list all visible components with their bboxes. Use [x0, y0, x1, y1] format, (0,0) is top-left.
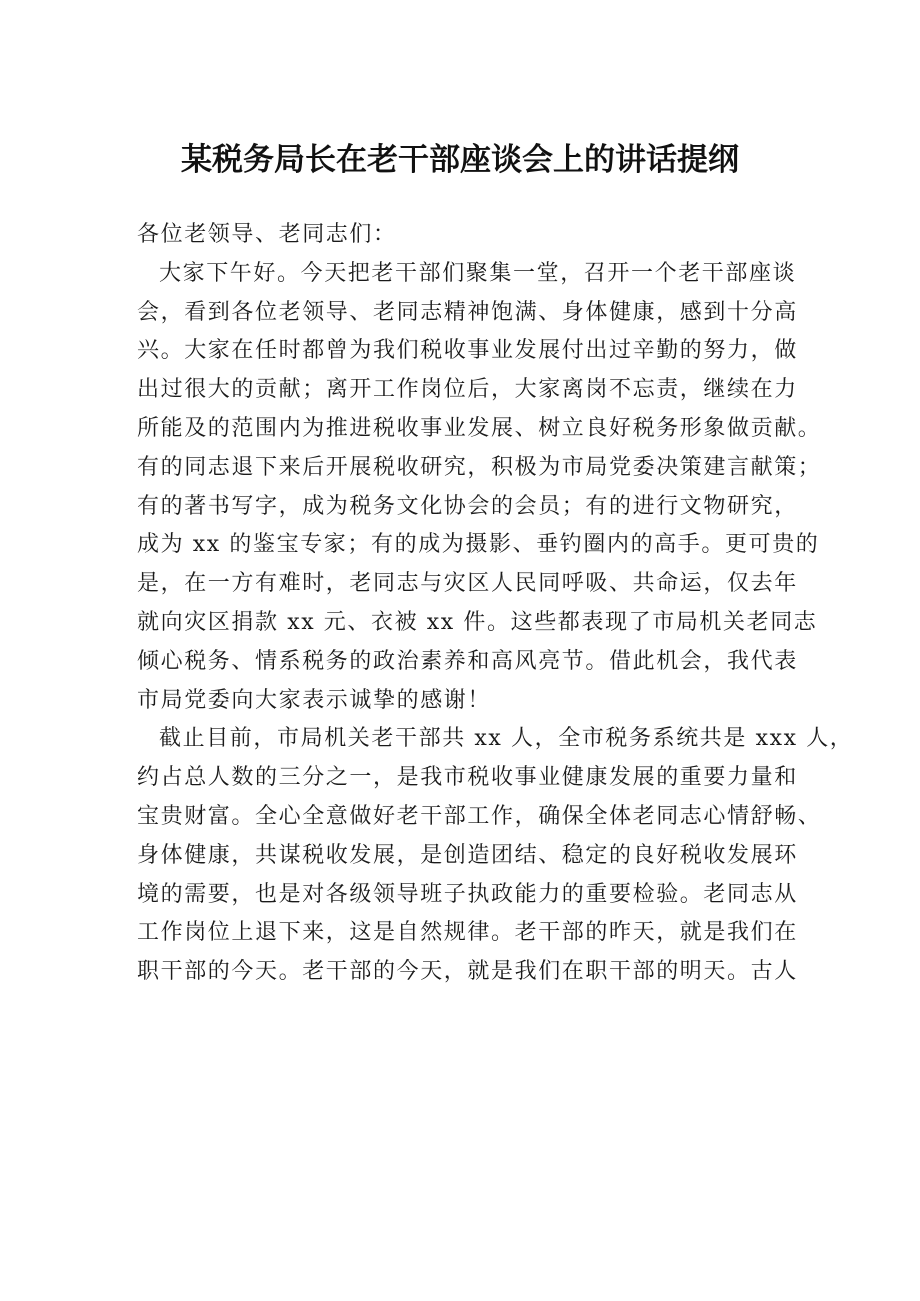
- paragraph-line: 有的同志退下来后开展税收研究，积极为市局党委决策建言献策；: [137, 454, 822, 480]
- paragraph-1: [137, 255, 822, 721]
- paragraph-line: 约占总人数的三分之一，是我市税收事业健康发展的重要力量和: [137, 765, 798, 791]
- paragraph-line: 境的需要，也是对各级领导班子执政能力的重要检验。老同志从: [137, 881, 798, 907]
- document-body: [137, 216, 854, 992]
- paragraph-line: 倾心税务、情系税务的政治素养和高风亮节。借此机会，我代表: [137, 648, 798, 674]
- paragraph-line: 工作岗位上退下来，这是自然规律。老干部的昨天，就是我们在: [137, 920, 798, 946]
- paragraph-line: 所能及的范围内为推进税收事业发展、树立良好税务形象做贡献。: [137, 415, 822, 441]
- paragraph-line: 是，在一方有难时，老同志与灾区人民同呼吸、共命运，仅去年: [137, 571, 798, 597]
- paragraph-line: 市局党委向大家表示诚挚的感谢！: [137, 687, 492, 713]
- paragraph-line: 身体健康，共谋税收发展，是创造团结、稳定的良好税收发展环: [137, 842, 798, 868]
- paragraph-2: [137, 720, 854, 992]
- salutation: 各位老领导、老同志们：: [137, 222, 397, 247]
- paragraph-line: 兴。大家在任时都曾为我们税收事业发展付出过辛勤的努力，做: [137, 338, 798, 364]
- paragraph-line: 截止目前，市局机关老干部共 xx 人，全市税务系统共是 xxx 人，: [159, 726, 854, 752]
- paragraph-line: 会，看到各位老领导、老同志精神饱满、身体健康，感到十分高: [137, 299, 798, 325]
- paragraph-line: 成为 xx 的鉴宝专家；有的成为摄影、垂钓圈内的高手。更可贵的: [137, 532, 820, 558]
- document-title: 某税务局长在老干部座谈会上的讲话提纲: [181, 142, 739, 178]
- paragraph-line: 大家下午好。今天把老干部们聚集一堂，召开一个老干部座谈: [159, 260, 797, 286]
- paragraph-line: 宝贵财富。全心全意做好老干部工作，确保全体老同志心情舒畅、: [137, 803, 822, 829]
- paragraph-line: 出过很大的贡献；离开工作岗位后，大家离岗不忘责，继续在力: [137, 377, 798, 403]
- paragraph-line: 职干部的今天。老干部的今天，就是我们在职干部的明天。古人: [137, 959, 798, 985]
- paragraph-line: 就向灾区捐款 xx 元、衣被 xx 件。这些都表现了市局机关老同志: [137, 609, 818, 635]
- paragraph-line: 有的著书写字，成为税务文化协会的会员；有的进行文物研究，: [137, 493, 798, 519]
